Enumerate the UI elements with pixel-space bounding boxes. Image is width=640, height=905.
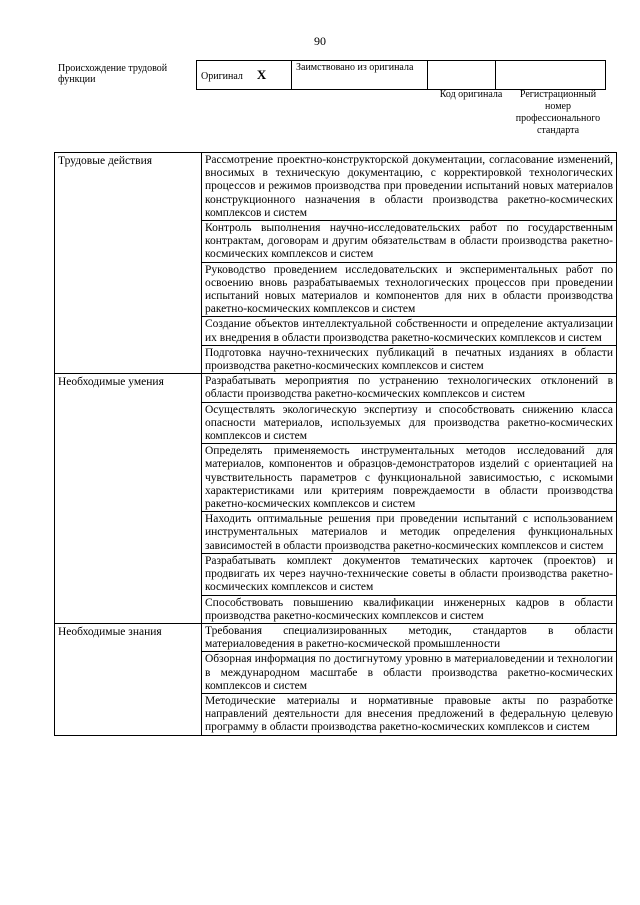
reg-number-caption: Регистрационный номер профессионального стандарта — [515, 89, 601, 136]
list-item: Руководство проведением исследовательских и экспериментальных работ по освоению вновь разрабатываемых технологических процессов при проведении испытаний новых материалов и компонентов для них в области производства ракетно-космических комплексов и систем — [202, 262, 617, 317]
code-cell — [428, 61, 496, 90]
page-number: 90 — [314, 34, 326, 48]
list-item: Способствовать повышению квалификации инженерных кадров в области производства ракетно-космических комплексов и систем — [202, 595, 617, 623]
list-item: Контроль выполнения научно-исследовательских работ по государственным контрактам, договорам и другим обязательствам в области производства ракетно-космических комплексов и систем — [202, 221, 617, 263]
original-mark: X — [256, 67, 267, 82]
table-row — [55, 153, 617, 221]
list-item: Требования специализированных методик, стандартов в области материаловедения в ракетно-космической промышленности — [202, 623, 617, 651]
list-item: Подготовка научно-технических публикаций в печатных изданиях в области производства ракетно-космических комплексов и систем — [202, 345, 617, 373]
list-item: Рассмотрение проектно-конструкторской документации, согласование изменений, вносимых в техническую документацию, с корректировкой технологических процессов и режимов производства при проведении испытаний новых материалов конструкционного назначения в области производства ракетно-космических комплексов и систем — [202, 153, 617, 221]
origin-label: Происхождение трудовой функции — [58, 63, 168, 85]
original-label: Оригинал — [201, 71, 243, 82]
list-item: Осуществлять экологическую экспертизу и способствовать снижению класса опасности материалов, используемых для производства ракетно-космических комплексов и систем — [202, 402, 617, 444]
original-cell — [197, 61, 292, 90]
list-item: Находить оптимальные решения при проведении испытаний с использованием инструментальных материалов и методик определения функциональных зависимостей в области производства ракетно-космических комплексов и систем — [202, 512, 617, 554]
list-item: Разрабатывать мероприятия по устранению технологических отклонений в области производства ракетно-космических комплексов и систем — [202, 374, 617, 402]
table-row — [55, 623, 617, 651]
list-item: Обзорная информация по достигнутому уровню в материаловедении и технологии в международном масштабе в области производства ракетно-космических комплексов и систем — [202, 652, 617, 694]
labor-function-table — [54, 152, 617, 736]
table-row — [55, 374, 617, 402]
origin-table — [196, 60, 606, 90]
section-title: Необходимые умения — [55, 374, 202, 624]
borrowed-label: Заимствовано из оригинала — [296, 62, 414, 73]
list-item: Определять применяемость инструментальных методов исследований для материалов, компонентов и образцов-демонстраторов изделий с ориентацией на чувствительность параметров с функциональной зависимостью, с искомыми характеристиками или критериям повреждаемости в области производства ракетно-космических комплексов и систем — [202, 444, 617, 512]
list-item: Разрабатывать комплект документов тематических карточек (проектов) и продвигать их через научно-технические советы в области производства ракетно-космических комплексов и систем — [202, 553, 617, 595]
list-item: Создание объектов интеллектуальной собственности и определение актуализации их внедрения в области производства ракетно-космических комплексов и систем — [202, 317, 617, 345]
reg-number-cell — [496, 61, 606, 90]
list-item: Методические материалы и нормативные правовые акты по разработке направлений деятельности для внесения предложений в федеральную целевую программу в области производства ракетно-космических комплексов и систем — [202, 693, 617, 735]
code-caption: Код оригинала — [439, 89, 503, 100]
borrowed-cell — [292, 61, 428, 90]
section-title: Трудовые действия — [55, 153, 202, 374]
section-title: Необходимые знания — [55, 623, 202, 735]
